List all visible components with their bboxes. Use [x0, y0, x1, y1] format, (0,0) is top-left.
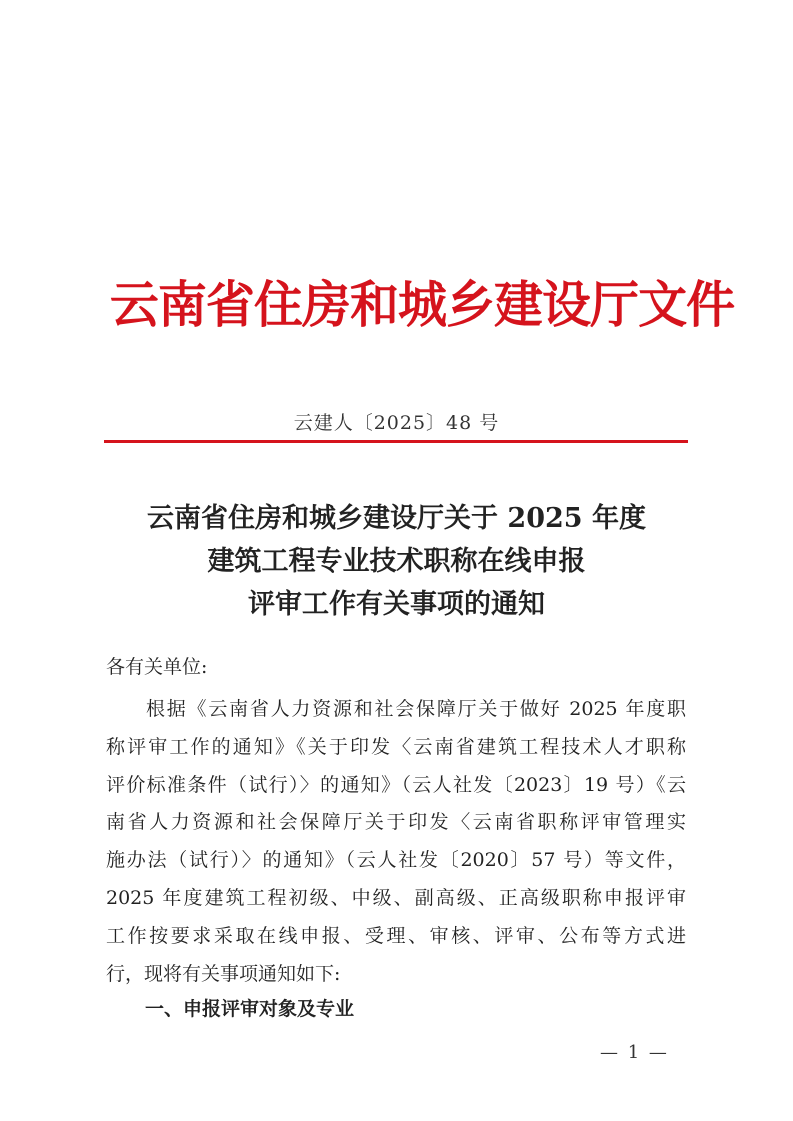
page-number: — 1 —: [600, 1042, 669, 1063]
notice-title: [104, 497, 689, 626]
body-line-3: 评价标准条件（试行）〉的通知》（云人社发〔2023〕19 号）《云: [106, 773, 686, 796]
notice-title-line-1: 云南省住房和城乡建设厅关于 2025 年度: [147, 503, 646, 534]
body-line-1: 根据《云南省人力资源和社会保障厅关于做好 2025 年度职: [146, 698, 686, 720]
header-divider-line: [104, 440, 688, 443]
body-line-8: 行，现将有关事项通知如下:: [106, 962, 341, 985]
body-paragraph: [106, 691, 686, 993]
body-line-5: 施办法（试行）〉的通知》（云人社发〔2020〕57 号）等文件，: [106, 849, 686, 872]
notice-title-line-3: 评审工作有关事项的通知: [248, 589, 545, 620]
section-heading-1: 一、申报评审对象及专业: [145, 998, 355, 1020]
body-line-6: 2025 年度建筑工程初级、中级、副高级、正高级职称申报评审: [106, 886, 686, 909]
salutation: 各有关单位:: [106, 656, 208, 678]
issuer-header-title: 云南省住房和城乡建设厅文件: [109, 276, 735, 334]
body-line-7: 工作按要求采取在线申报、受理、审核、评审、公布等方式进: [106, 924, 686, 947]
body-line-2: 称评审工作的通知》《关于印发〈云南省建筑工程技术人才职称: [106, 735, 686, 758]
body-line-4: 南省人力资源和社会保障厅关于印发〈云南省职称评审管理实: [106, 811, 686, 834]
notice-title-line-2: 建筑工程专业技术职称在线申报: [207, 546, 586, 577]
document-number: 云建人〔2025〕48 号: [293, 412, 500, 434]
